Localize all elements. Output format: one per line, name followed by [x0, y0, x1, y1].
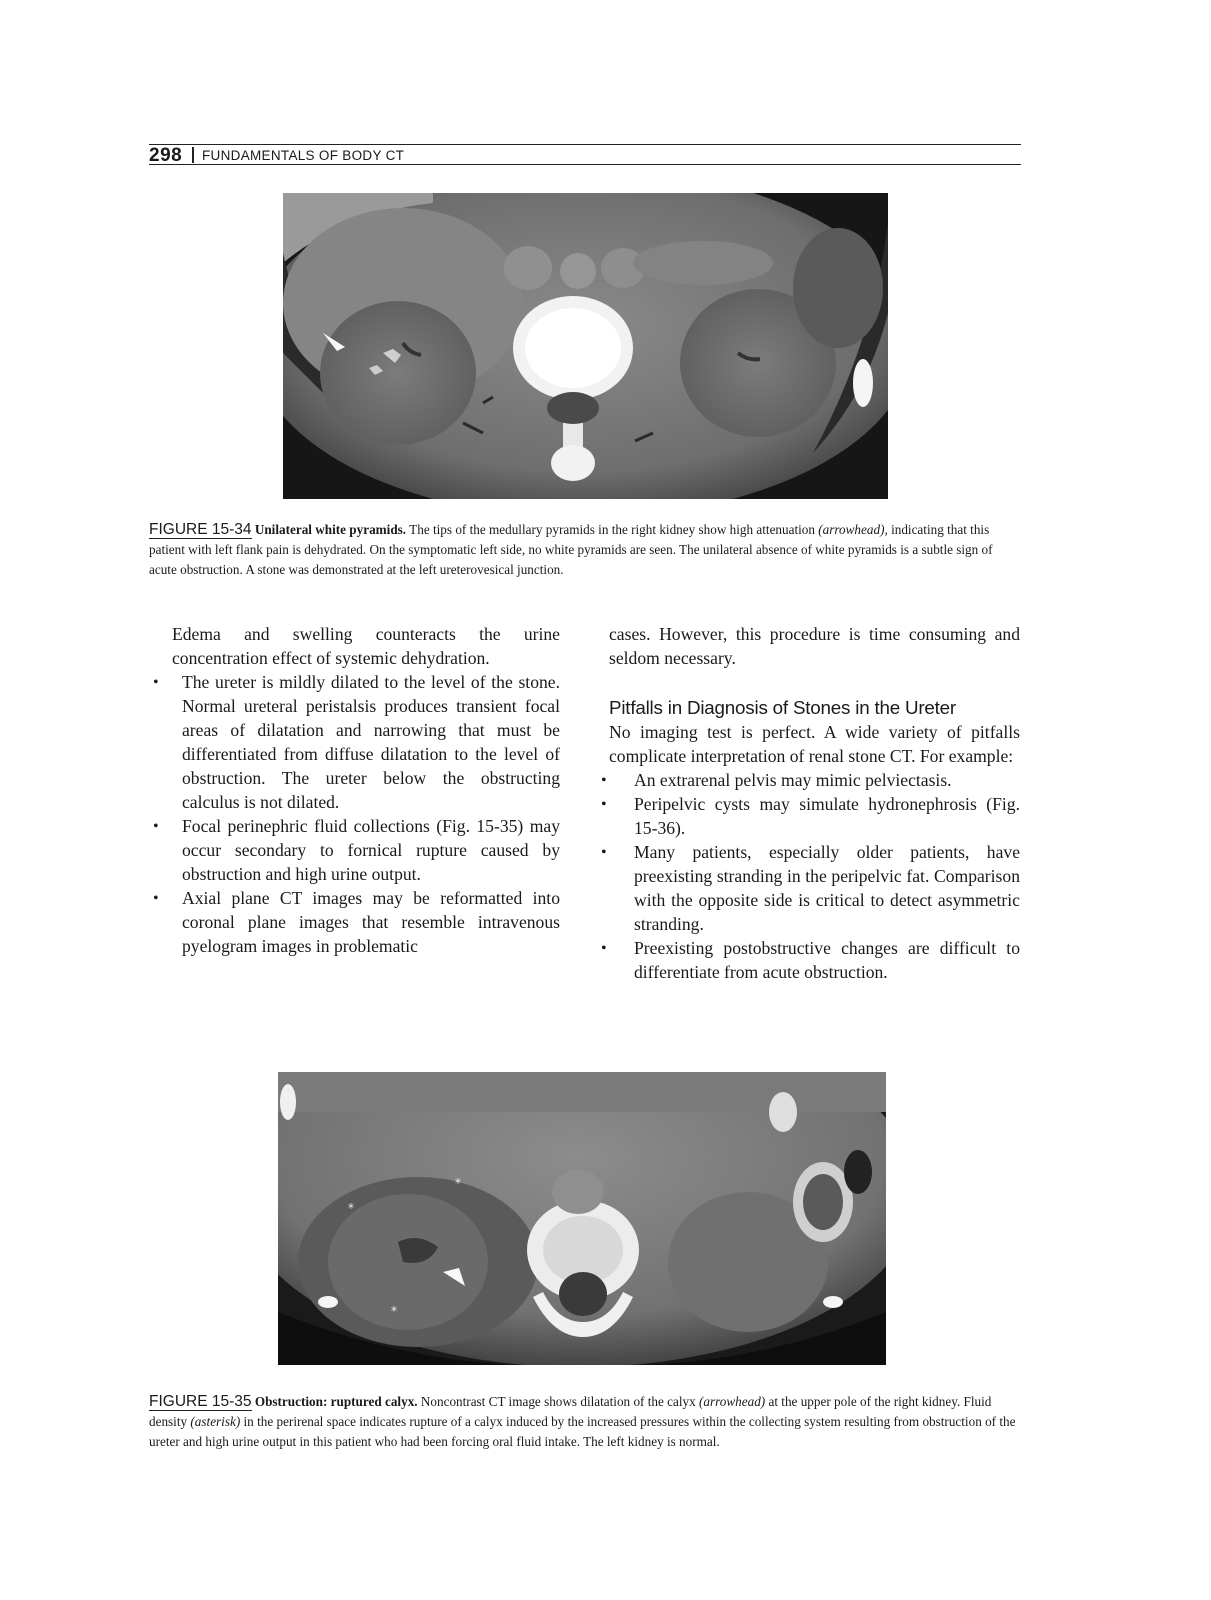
- running-head: [149, 144, 1021, 166]
- header-underline: [149, 164, 1021, 165]
- caption-emphasis: (arrowhead),: [818, 522, 888, 537]
- caption-emphasis: (arrowhead): [699, 1394, 766, 1409]
- caption-text: Noncontrast CT image shows dilatation of the calyx: [420, 1394, 696, 1409]
- figure-title: Unilateral white pyramids.: [254, 522, 407, 537]
- list-item: • Axial plane CT images may be reformatted into coronal plane images that resemble intravenous pyelogram images in problematic: [172, 886, 560, 958]
- header-divider: [192, 147, 194, 163]
- continuation-paragraph: Edema and swelling counteracts the urine concentration effect of systemic dehydration.: [172, 624, 560, 668]
- intro-paragraph: No imaging test is perfect. A wide variety of pitfalls complicate interpretation of renal stone CT. For example:: [609, 722, 1020, 766]
- caption-text: at the upper pole of the right kidney. Fluid density: [149, 1394, 992, 1429]
- figure-caption-15-35: [149, 1392, 1021, 1452]
- list-item: • Preexisting postobstructive changes are difficult to differentiate from acute obstruction.: [620, 936, 1020, 984]
- svg-text:*: *: [391, 1304, 397, 1318]
- section-heading: Pitfalls in Diagnosis of Stones in the Ureter: [609, 697, 956, 718]
- bullet-list: [620, 768, 1020, 984]
- list-item: • Peripelvic cysts may simulate hydronephrosis (Fig. 15-36).: [620, 792, 1020, 840]
- bullet-list: [172, 670, 560, 958]
- ct-image-white-pyramids: [283, 193, 888, 499]
- ct-image-ruptured-calyx: [278, 1072, 886, 1365]
- list-item: • Many patients, especially older patients, have preexisting stranding in the peripelvic fat. Comparison with the opposite side is critical to detect asymmetric stranding.: [620, 840, 1020, 936]
- caption-text: indicating that this patient with left flank pain is dehydrated. On the symptomatic left side, no white pyramids are seen. The unilateral absence of white pyramids is a subtle sign of acute obstruction. A stone was demonstrated at the left ureterovesical junction.: [149, 522, 993, 577]
- figure-number: FIGURE 15-34: [149, 521, 252, 538]
- figure-title: Obstruction: ruptured calyx.: [254, 1394, 418, 1409]
- list-item: • The ureter is mildly dilated to the level of the stone. Normal ureteral peristalsis produces transient focal areas of dilatation and narrowing that must be differentiated from diffuse dilatation to the level of obstruction. The ureter below the obstructing calculus is not dilated.: [172, 670, 560, 814]
- svg-text:*: *: [455, 1176, 461, 1190]
- figure-caption-15-34: [149, 520, 1021, 580]
- caption-text: The tips of the medullary pyramids in the right kidney show high attenuation: [409, 522, 815, 537]
- header-rule: [149, 144, 1021, 145]
- figure-number: FIGURE 15-35: [149, 1393, 252, 1410]
- caption-text: in the perirenal space indicates rupture of a calyx induced by the increased pressures within the collecting system resulting from obstruction of the ureter and high urine output in this patient who had been forcing oral fluid intake. The left kidney is normal.: [149, 1414, 1016, 1449]
- continuation-paragraph: cases. However, this procedure is time consuming and seldom necessary.: [609, 624, 1020, 668]
- caption-emphasis: (asterisk): [190, 1414, 241, 1429]
- left-column: [172, 622, 560, 958]
- svg-text:*: *: [348, 1201, 354, 1215]
- list-item: • Focal perinephric fluid collections (Fig. 15-35) may occur secondary to fornical rupture caused by obstruction and high urine output.: [172, 814, 560, 886]
- right-column: [609, 622, 1020, 984]
- list-item: • An extrarenal pelvis may mimic pelviectasis.: [620, 768, 1020, 792]
- page-number: 298: [149, 145, 183, 166]
- book-title: FUNDAMENTALS OF BODY CT: [202, 148, 405, 163]
